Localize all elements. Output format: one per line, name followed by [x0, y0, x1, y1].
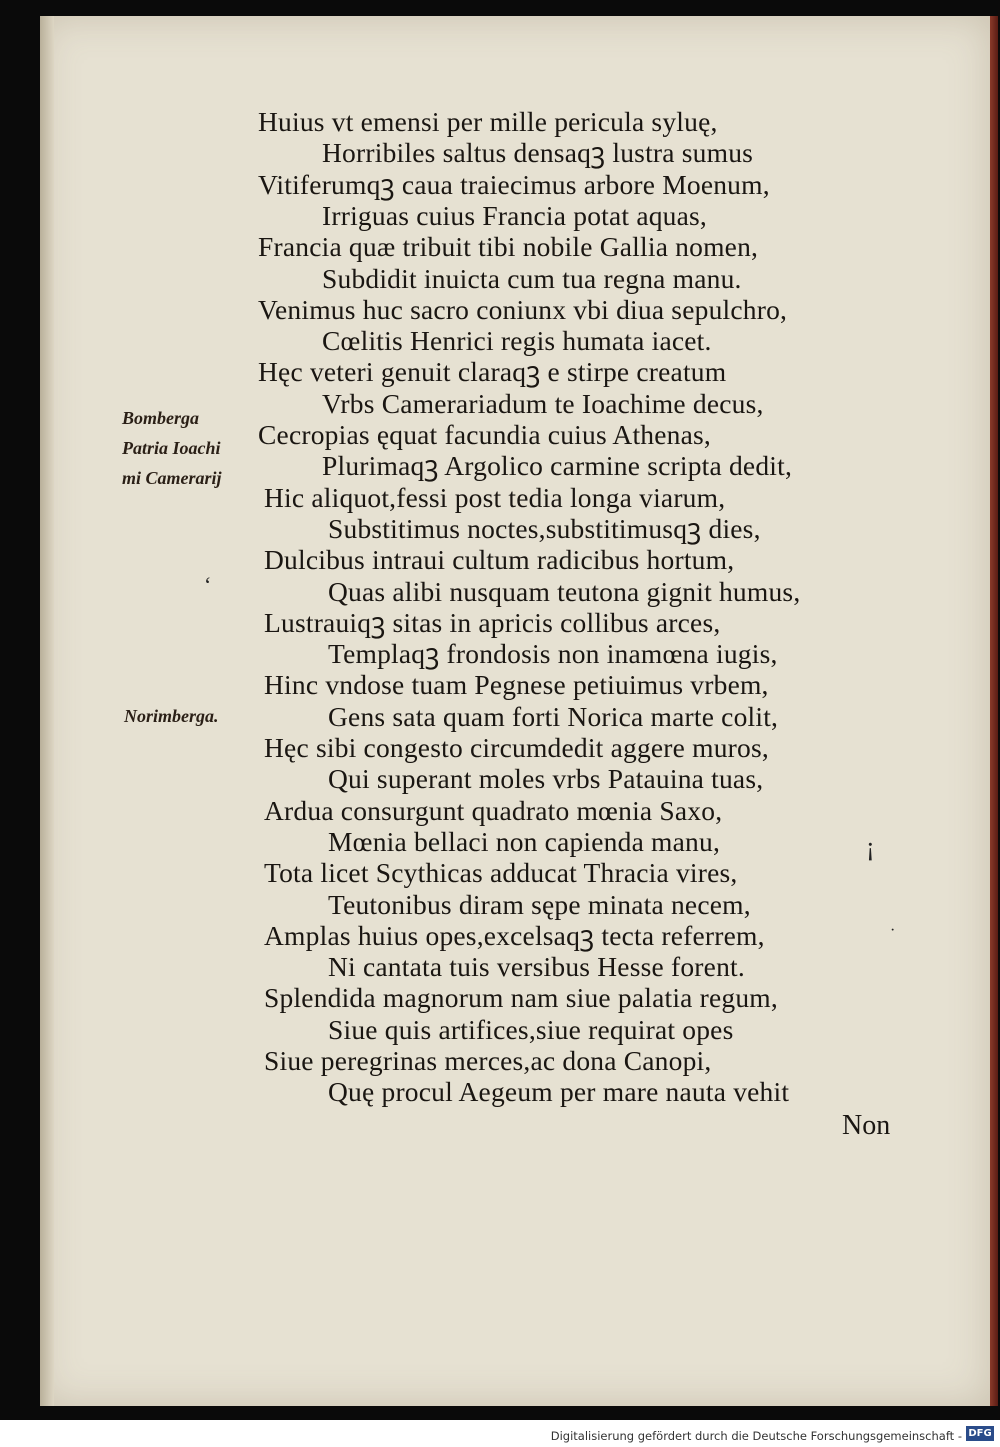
pentameter-line: Ni cantata tuis versibus Hesse forent. [328, 951, 745, 982]
pentameter-line: Plurimaqꝫ Argolico carmine scripta dedit, [322, 450, 793, 481]
hexameter-line: Amplas huius opes,excelsaqꝫ tecta referrem, [264, 920, 765, 951]
hexameter-line: Hęc veteri genuit claraqꝫ e stirpe creatum [258, 356, 727, 387]
pentameter-line: Quę procul Aegeum per mare nauta vehit [328, 1076, 790, 1107]
hexameter-line: Splendida magnorum nam siue palatia regum, [264, 982, 778, 1013]
ink-speck: ¡ [866, 832, 875, 861]
catchword: Non [842, 1110, 891, 1141]
hexameter-line: Venimus huc sacro coniunx vbi diua sepulchro, [258, 294, 788, 325]
pentameter-line: Siue quis artifices,siue requirat opes [328, 1014, 734, 1045]
hexameter-line: Cecropias ęquat facundia cuius Athenas, [258, 419, 711, 450]
hexameter-line: Hinc vndose tuam Pegnese petiuimus vrbem, [264, 669, 769, 700]
margin-line: Patria Ioachi [122, 438, 221, 458]
hexameter-line: Dulcibus intraui cultum radicibus hortum, [264, 544, 735, 575]
hexameter-line: Vitiferumqꝫ caua traiecimus arbore Moenum, [258, 169, 770, 200]
dfg-logo[interactable]: DFG [966, 1426, 994, 1441]
pentameter-line: Gens sata quam forti Norica marte colit, [328, 701, 779, 732]
margin-note-norimberga: Norimberga. [124, 706, 219, 726]
ink-speck: · [890, 922, 896, 939]
pentameter-line: Teutonibus diram sępe minata necem, [328, 889, 751, 920]
pentameter-line: Vrbs Camerariadum te Ioachime decus, [322, 388, 764, 419]
hexameter-line: Tota licet Scythicas adducat Thracia vires, [264, 857, 738, 888]
pentameter-line: Quas alibi nusquam teutona gignit humus, [328, 576, 801, 607]
hexameter-line: Lustrauiqꝫ sitas in apricis collibus arces, [264, 607, 721, 638]
hexameter-line: Hęc sibi congesto circumdedit aggere muros, [264, 732, 769, 763]
book-edge [990, 16, 998, 1406]
hexameter-line: Siue peregrinas merces,ac dona Canopi, [264, 1045, 712, 1076]
margin-line: mi Camerarij [122, 468, 222, 488]
pentameter-line: Templaqꝫ frondosis non inamœna iugis, [328, 638, 778, 669]
pentameter-line: Mœnia bellaci non capienda manu, [328, 826, 721, 857]
pentameter-line: Substitimus noctes,substitimusqꝫ dies, [328, 513, 761, 544]
pentameter-line: Irriguas cuius Francia potat aquas, [322, 200, 708, 231]
hexameter-line: Francia quæ tribuit tibi nobile Gallia nomen, [258, 231, 759, 262]
pentameter-line: Qui superant moles vrbs Patauina tuas, [328, 763, 764, 794]
ink-speck: ‘ [204, 572, 212, 597]
footer-credit: Digitalisierung gefördert durch die Deutsche Forschungsgemeinschaft - [550, 1429, 962, 1443]
margin-line: Bomberga [122, 408, 200, 428]
pentameter-line: Cœlitis Henrici regis humata iacet. [322, 325, 712, 356]
footer-bar [0, 1420, 1000, 1447]
pentameter-line: Subdidit inuicta cum tua regna manu. [322, 263, 742, 294]
hexameter-line: Huius vt emensi per mille pericula syluę, [258, 106, 718, 137]
pentameter-line: Horribiles saltus densaqꝫ lustra sumus [322, 137, 754, 168]
hexameter-line: Hic aliquot,fessi post tedia longa viarum, [264, 482, 726, 513]
hexameter-line: Ardua consurgunt quadrato mœnia Saxo, [264, 795, 723, 826]
